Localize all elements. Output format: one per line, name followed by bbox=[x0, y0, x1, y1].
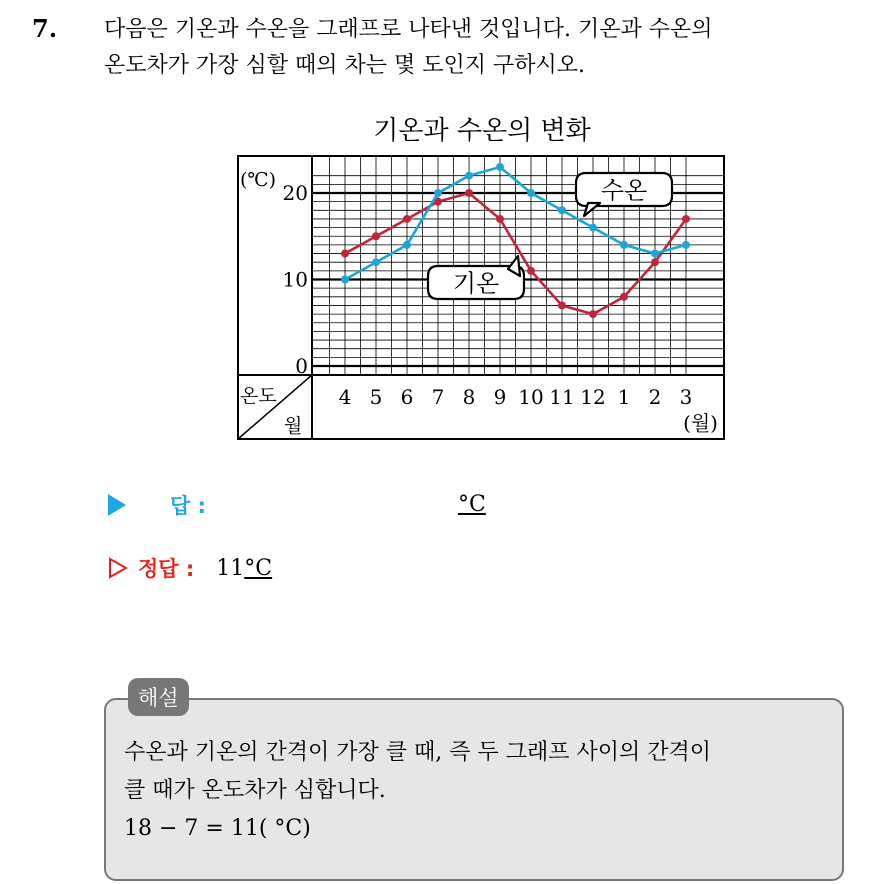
explanation-line-2: 클 때가 온도차가 심합니다. bbox=[124, 778, 386, 803]
explanation-line-3: 18 − 7 = 11( °C) bbox=[124, 816, 311, 841]
y-tick-label: 10 bbox=[282, 267, 308, 292]
data-point bbox=[496, 215, 504, 223]
data-point bbox=[682, 215, 690, 223]
data-point bbox=[372, 258, 380, 266]
data-point bbox=[651, 258, 659, 266]
chart-title: 기온과 수온의 변화 bbox=[373, 116, 591, 146]
explanation-text bbox=[124, 734, 836, 848]
data-point bbox=[558, 206, 566, 214]
data-point bbox=[558, 301, 566, 309]
callout-air-text: 기온 bbox=[452, 269, 500, 298]
x-tick-label: 7 bbox=[431, 385, 445, 409]
x-tick-label: 5 bbox=[369, 385, 383, 409]
callout-water-tail bbox=[584, 203, 600, 216]
data-point bbox=[620, 241, 628, 249]
corner-label-top: 온도 bbox=[240, 385, 277, 407]
data-point bbox=[589, 224, 597, 232]
data-point bbox=[589, 310, 597, 318]
x-tick-label: 12 bbox=[580, 385, 606, 409]
correct-answer-unit: °C bbox=[244, 555, 273, 581]
question-line-1: 다음은 기온과 수온을 그래프로 나타낸 것입니다. 기온과 수온의 bbox=[104, 17, 713, 42]
data-point bbox=[403, 215, 411, 223]
question-line-2: 온도차가 가장 심할 때의 차는 몇 도인지 구하시오. bbox=[104, 53, 585, 78]
data-point bbox=[341, 250, 349, 258]
data-point bbox=[682, 241, 690, 249]
outline-triangle-icon bbox=[108, 557, 128, 579]
x-tick-label: 4 bbox=[338, 385, 352, 409]
y-tick-label: 20 bbox=[282, 181, 308, 205]
x-axis-unit: (월) bbox=[683, 411, 718, 435]
y-axis-unit: (℃) bbox=[240, 169, 277, 191]
data-point bbox=[465, 172, 473, 180]
data-point bbox=[496, 163, 504, 171]
answer-label: 답 : bbox=[170, 494, 206, 518]
x-tick-label: 1 bbox=[617, 385, 631, 409]
data-point bbox=[465, 189, 473, 197]
data-point bbox=[651, 250, 659, 258]
data-point bbox=[403, 241, 411, 249]
x-tick-label: 10 bbox=[518, 385, 544, 409]
x-tick-label: 11 bbox=[549, 385, 575, 409]
correct-answer-value: 11 bbox=[216, 555, 245, 581]
y-tick-label: 0 bbox=[295, 354, 308, 378]
x-tick-label: 2 bbox=[648, 385, 662, 409]
explanation-tag: 해설 bbox=[128, 678, 189, 716]
corner-label-bottom: 월 bbox=[284, 415, 303, 437]
x-tick-label: 6 bbox=[400, 385, 414, 409]
answer-row bbox=[108, 490, 206, 520]
explanation-line-1: 수온과 기온의 간격이 가장 클 때, 즉 두 그래프 사이의 간격이 bbox=[124, 740, 711, 765]
data-point bbox=[434, 189, 442, 197]
correct-answer-row bbox=[108, 553, 272, 583]
x-tick-label: 3 bbox=[679, 385, 693, 409]
data-point bbox=[341, 276, 349, 284]
data-point bbox=[372, 232, 380, 240]
x-tick-label: 9 bbox=[493, 385, 507, 409]
data-point bbox=[527, 189, 535, 197]
x-tick-label: 8 bbox=[462, 385, 476, 409]
callout-water-text: 수온 bbox=[600, 176, 648, 205]
data-point bbox=[527, 267, 535, 275]
correct-answer-label: 정답 : bbox=[138, 557, 195, 581]
question-number: 7. bbox=[32, 14, 58, 43]
data-point bbox=[620, 293, 628, 301]
answer-unit: °C bbox=[458, 492, 486, 517]
play-triangle-icon bbox=[108, 494, 126, 516]
